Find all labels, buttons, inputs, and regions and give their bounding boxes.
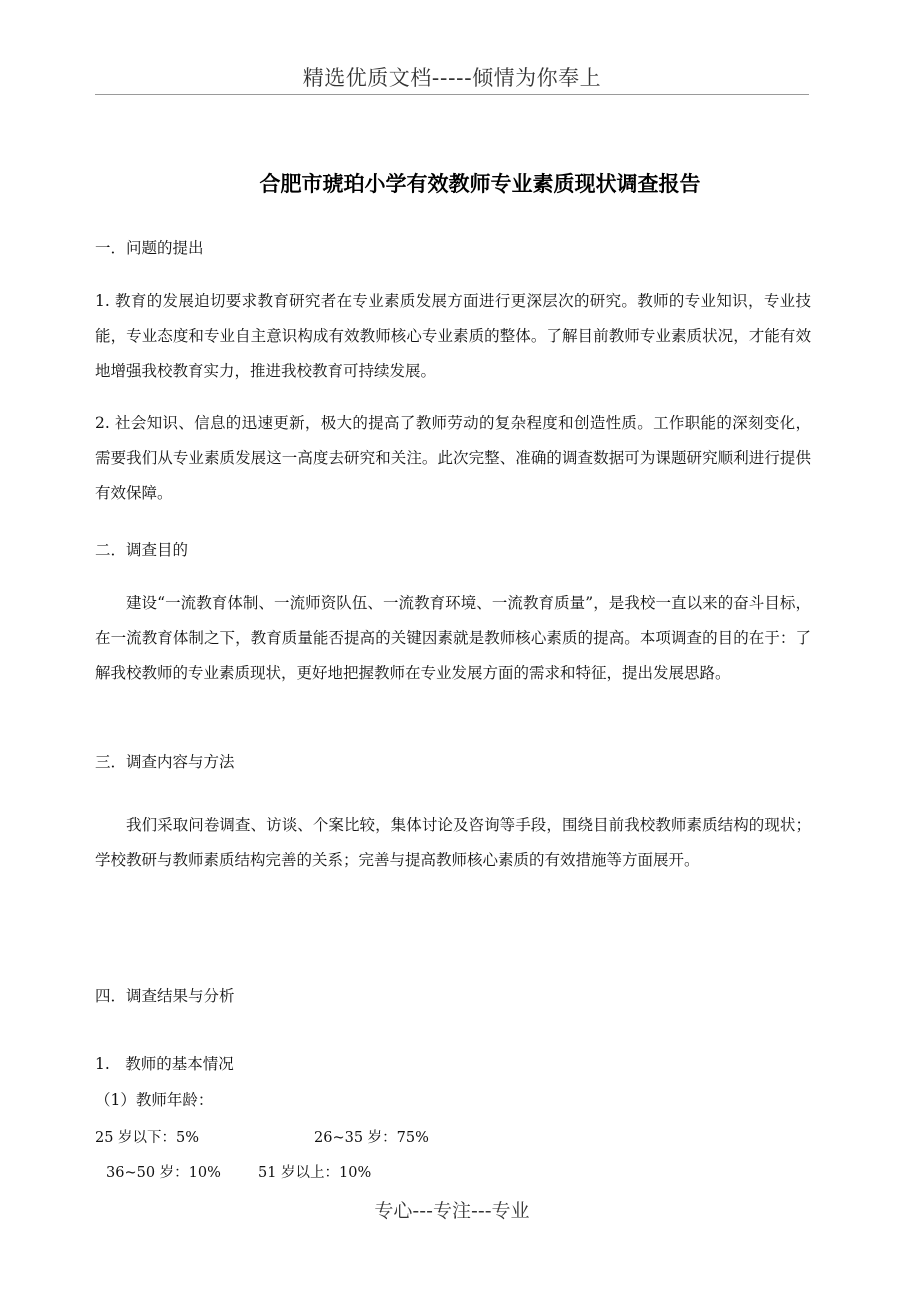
age-26-35: 26~35 岁：75% bbox=[314, 1130, 429, 1146]
document-title: 合肥市琥珀小学有效教师专业素质现状调查报告 bbox=[259, 172, 701, 196]
page-footer: 专心---专注---专业 bbox=[374, 1200, 530, 1222]
section-heading-1: 一．问题的提出 bbox=[95, 239, 204, 257]
age-under-25: 25 岁以下：5% bbox=[95, 1130, 200, 1146]
subheading-teacher-age: （1）教师年龄： bbox=[95, 1091, 214, 1109]
section-heading-3: 三．调查内容与方法 bbox=[95, 753, 235, 771]
section-heading-2: 二．调查目的 bbox=[95, 541, 189, 559]
section-heading-4: 四．调查结果与分析 bbox=[95, 987, 235, 1005]
header-divider bbox=[95, 94, 809, 95]
page-header: 精选优质文档-----倾情为你奉上 bbox=[302, 66, 602, 90]
paragraph-3-1: 我们采取问卷调查、访谈、个案比较，集体讨论及咨询等手段，围绕目前我校教师素质结构的现状；学校教研与教师素质结构完善的关系；完善与提高教师核心素质的有效措施等方面展开。 bbox=[95, 816, 811, 869]
age-over-51: 51 岁以上：10% bbox=[258, 1165, 372, 1181]
paragraph-1-1: 1. 教育的发展迫切要求教育研究者在专业素质发展方面进行更深层次的研究。教师的专业知识，专业技能，专业态度和专业自主意识构成有效教师核心专业素质的整体。了解目前教师专业素质状况，才能有效地增强我校教育实力，推进我校教育可持续发展。 bbox=[95, 292, 811, 380]
subheading-teacher-basics: 1. 教师的基本情况 bbox=[95, 1055, 234, 1073]
age-36-50: 36~50 岁：10% bbox=[106, 1165, 221, 1181]
paragraph-2-1: 建设“一流教育体制、一流师资队伍、一流教育环境、一流教育质量”，是我校一直以来的奋斗目标，在一流教育体制之下，教育质量能否提高的关键因素就是教师核心素质的提高。本项调查的目的在于：了解我校教师的专业素质现状，更好地把握教师在专业发展方面的需求和特征，提出发展思路。 bbox=[95, 594, 811, 682]
paragraph-1-2: 2. 社会知识、信息的迅速更新，极大的提高了教师劳动的复杂程度和创造性质。工作职能的深刻变化，需要我们从专业素质发展这一高度去研究和关注。此次完整、准确的调查数据可为课题研究顺利进行提供有效保障。 bbox=[95, 414, 811, 502]
